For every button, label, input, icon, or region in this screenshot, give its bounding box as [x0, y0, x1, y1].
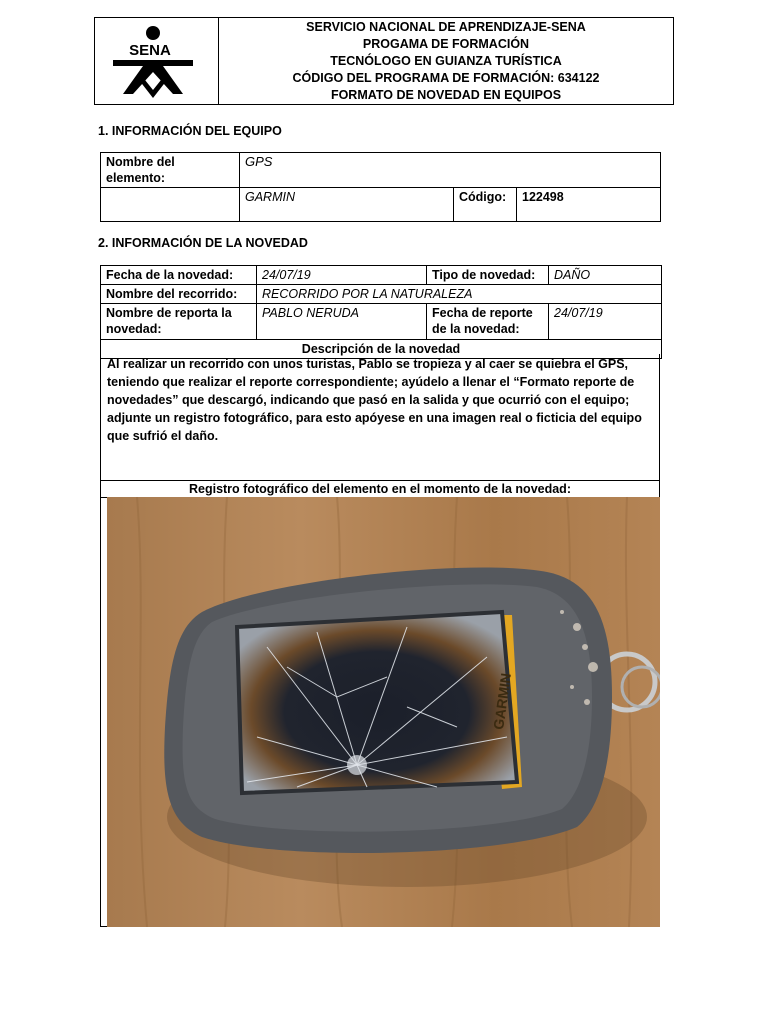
reporter-label-line-2: novedad:: [106, 322, 162, 336]
reporter-value: PABLO NERUDA: [257, 304, 427, 340]
header-line-2: PROGAMA DE FORMACIÓN: [362, 36, 530, 51]
sena-logo: [109, 24, 203, 100]
type-label: Tipo de novedad:: [427, 266, 549, 285]
header-line-5: FORMATO DE NOVEDAD EN EQUIPOS: [330, 87, 562, 102]
element-value: GPS: [240, 153, 661, 188]
header-line-4: CÓDIGO DEL PROGRAMA DE FORMACIÓN: 634122: [292, 70, 600, 85]
code-value: 122498: [517, 188, 661, 222]
equipment-table: [100, 152, 661, 222]
header-line-3: TECNÓLOGO EN GUIANZA TURÍSTICA: [330, 53, 562, 68]
route-value: RECORRIDO POR LA NATURALEZA: [257, 285, 662, 304]
report-date-value: 24/07/19: [549, 304, 662, 340]
document-header: [94, 17, 674, 105]
photo-section-title: Registro fotográfico del elemento en el momento de la novedad:: [100, 480, 660, 498]
description-text: Al realizar un recorrido con unos turistas, Pablo se tropieza y al caer se quiebra el GPS, teniendo que realizar el reporte correspondiente; ayúdelo a llenar el “Formato reporte de novedades” que descargó, indicando que pasó en la salida y que ocurrió con el equipo; adjunte un registro fotográfico, para esto apóyese en una imagen real o ficticia del equipo que sufrió el daño.: [100, 354, 660, 481]
route-label: Nombre del recorrido:: [101, 285, 257, 304]
damaged-gps-photo: [107, 497, 660, 927]
sena-logo-text: SENA: [129, 42, 171, 59]
reporter-label: [101, 304, 257, 340]
report-date-label: [427, 304, 549, 340]
report-date-label-line-1: Fecha de reporte: [432, 306, 533, 320]
gps-illustration: [107, 497, 660, 927]
blank-cell: [101, 188, 240, 222]
date-value: 24/07/19: [257, 266, 427, 285]
brand-value: GARMIN: [240, 188, 454, 222]
element-label: Nombre del elemento:: [101, 153, 240, 188]
report-date-label-line-2: de la novedad:: [432, 322, 520, 336]
device-brand-text: GARMIN: [490, 672, 514, 731]
incident-table: [100, 265, 662, 359]
section-2-title: 2. INFORMACIÓN DE LA NOVEDAD: [98, 236, 308, 250]
type-value: DAÑO: [549, 266, 662, 285]
section-1-title: 1. INFORMACIÓN DEL EQUIPO: [98, 124, 282, 138]
reporter-label-line-1: Nombre de reporta la: [106, 306, 232, 320]
header-line-1: SERVICIO NACIONAL DE APRENDIZAJE-SENA: [306, 19, 586, 34]
logo-cell: [95, 18, 219, 104]
header-title-block: [219, 18, 673, 104]
code-label: Código:: [454, 188, 517, 222]
description-title: Descripción de la novedad: [101, 340, 662, 359]
date-label: Fecha de la novedad:: [101, 266, 257, 285]
